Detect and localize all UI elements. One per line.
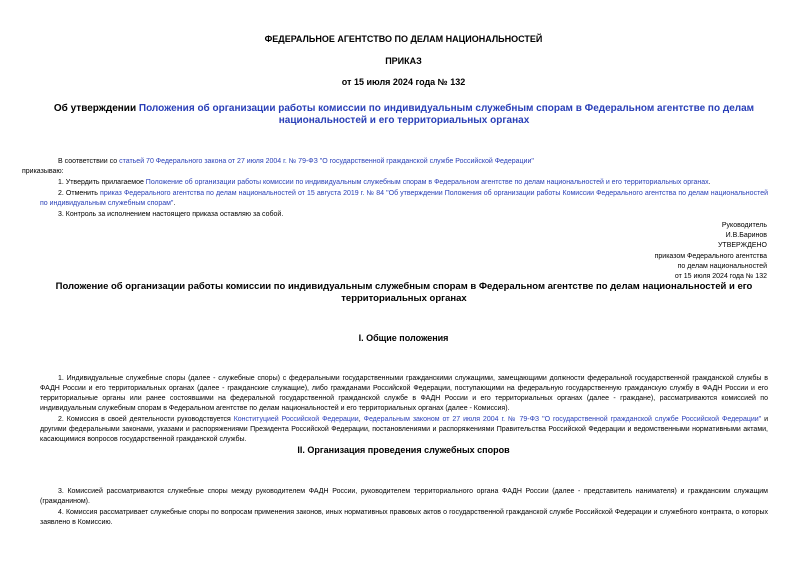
section-1-heading: I. Общие положения [358,333,449,343]
approval-by-order: приказом Федерального агентства [654,253,767,260]
order-title-prefix: Об утверждении [53,103,139,114]
order-item-2 [40,189,768,209]
paragraph-4: 4. Комиссия рассматривает служебные споры по вопросам применения законов, иных нормативных правовых актов о государственной гражданской службе Российской Федерации и служебного контракта, о которых заявлено в Комиссию. [40,509,768,526]
signature-name: И.В.Баринов [725,232,767,239]
order-title-link[interactable]: Положения об организации работы комиссии по индивидуальным служебным спорам в Федеральном агентстве по делам национальностей и его территориальных органах [138,103,755,126]
order-item-3: 3. Контроль за исполнением настоящего приказа оставляю за собой. [58,211,284,218]
doc-type-heading: ПРИКАЗ [385,56,422,66]
approval-date-number: от 15 июля 2024 года № 132 [674,273,767,280]
regulation-title: Положение об организации работы комиссии по индивидуальным служебным спорам в Федеральном агентстве по делам национальностей и его территориальных органах [55,281,753,304]
order-title [40,103,768,127]
order-item-2-link[interactable]: приказ Федерального агентства по делам национальностей от 15 августа 2019 г. № 84 "Об утверждении Положения об организации работы Комиссии Федерального агентства по делам национальностей по индивидуальным служебным спорам" [40,190,768,207]
preamble-prefix: В соответствии со [58,158,120,165]
signature-position: Руководитель [721,222,767,229]
preamble-law-link[interactable]: статьей 70 Федерального закона от 27 июля 2004 г. № 79-ФЗ "О государственной гражданской службе Российской Федерации" [119,158,534,165]
paragraph-1: 1. Индивидуальные служебные споры (далее - служебные споры) с федеральными государственными гражданскими служащими, замещающими должности федеральной государственной гражданской службы в ФАДН России и его территориальных органах (далее - гражданские служащие), либо гражданами Российской Федерации, поступающими на федеральную государственную гражданскую службу в ФАДН России и его территориальные органы или ранее состоявшими на федеральной государственной гражданской службе в ФАДН России и его территориальных органах (далее - граждане), рассматриваются комиссией по индивидуальным служебным спорам в Федеральном агентстве по делам национальностей и его территориальных органах (далее - Комиссия). [40,375,768,412]
order-item-1 [40,178,768,188]
approval-agency: по делам национальностей [677,263,767,270]
preamble-order-word: приказываю: [22,168,64,175]
order-item-1-suffix: . [708,179,711,186]
order-item-2-prefix: 2. Отменить [58,190,101,197]
paragraph-2-mid: , [358,416,364,423]
approval-approved: УТВЕРЖДЕНО [717,242,767,249]
paragraph-2-suffix: и другими федеральными законами, указами и распоряжениями Президента Российской Федерации, постановлениями и распоряжениями Правительства Российской Федерации и ведомственными нормативными актами, касающимися вопросов государственной гражданской службы. [40,416,769,443]
order-item-1-link[interactable]: Положение об организации работы комиссии по индивидуальным служебным спорам в Федеральном агентстве по делам национальностей и его территориальных органах [145,179,709,186]
preamble [22,157,768,177]
order-date-number: от 15 июля 2024 года № 132 [341,77,466,87]
agency-heading: ФЕДЕРАЛЬНОЕ АГЕНТСТВО ПО ДЕЛАМ НАЦИОНАЛЬНОСТЕЙ [264,34,543,44]
federal-law-link[interactable]: Федеральным законом от 27 июля 2004 г. № 79-ФЗ "О государственной гражданской службе Российской Федерации" [363,416,762,423]
paragraph-3: 3. Комиссией рассматриваются служебные споры между руководителем ФАДН России, руководителем территориального органа ФАДН России (далее - представитель нанимателя) и гражданским служащим (гражданином). [40,488,768,505]
section-2-heading: II. Организация проведения служебных споров [297,445,510,455]
paragraph-2 [40,415,768,445]
paragraph-2-prefix: 2. Комиссия в своей деятельности руководствуется [58,416,234,423]
order-item-1-prefix: 1. Утвердить прилагаемое [58,179,146,186]
order-item-2-suffix: . [173,200,176,207]
constitution-link[interactable]: Конституцией Российской Федерации [233,416,359,423]
